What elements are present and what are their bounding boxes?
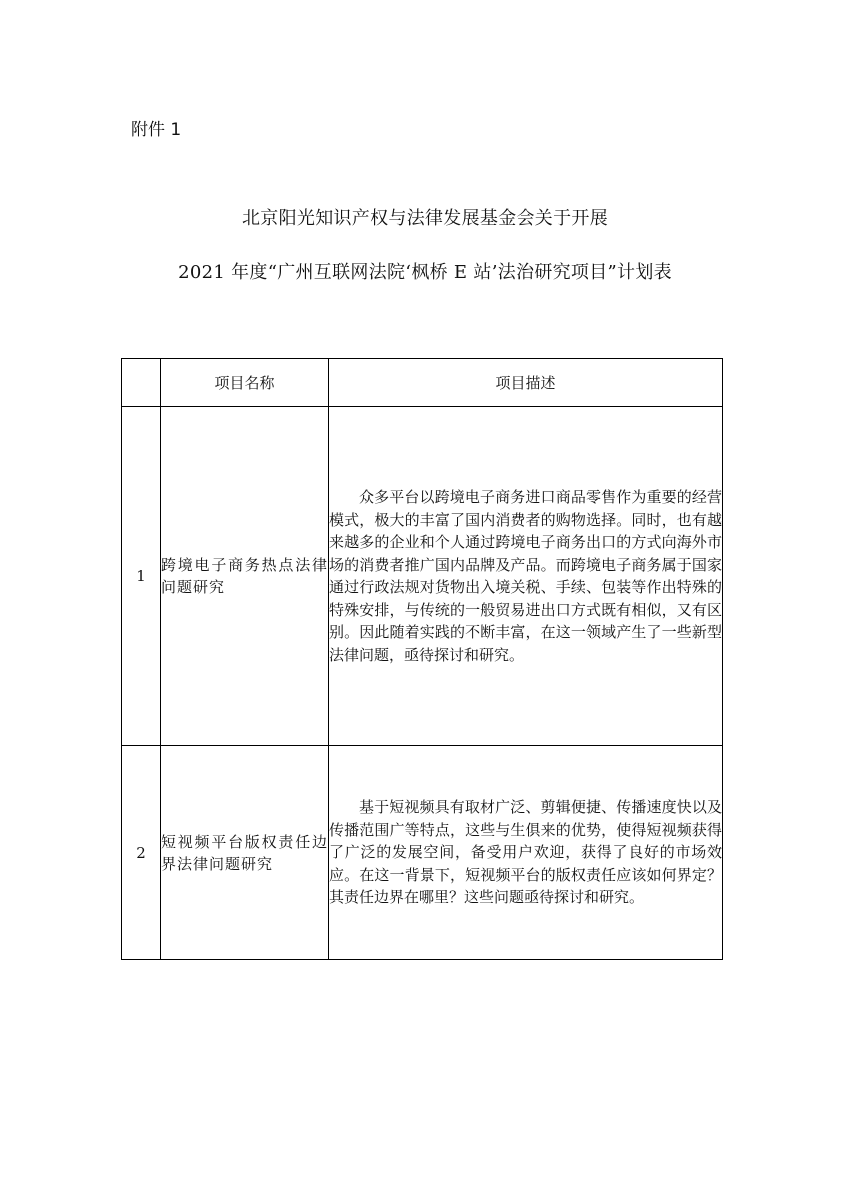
project-plan-table	[121, 358, 723, 960]
project-name: 短视频平台版权责任边界法律问题研究	[161, 746, 329, 960]
document-title-line1: 北京阳光知识产权与法律发展基金会关于开展	[242, 208, 608, 229]
row-number: 2	[122, 746, 161, 960]
attachment-label: 附件 1	[131, 120, 182, 140]
header-index	[122, 359, 161, 407]
table-header-row	[122, 359, 723, 407]
header-project-name: 项目名称	[161, 359, 329, 407]
project-name: 跨境电子商务热点法律问题研究	[161, 407, 329, 746]
row-number: 1	[122, 407, 161, 746]
project-description: 基于短视频具有取材广泛、剪辑便捷、传播速度快以及传播范围广等特点，这些与生俱来的优势，使得短视频获得了广泛的发展空间，备受用户欢迎，获得了良好的市场效应。在这一背景下，短视频平台的版权责任应该如何界定？其责任边界在哪里？这些问题亟待探讨和研究。	[329, 746, 723, 960]
project-description: 众多平台以跨境电子商务进口商品零售作为重要的经营模式，极大的丰富了国内消费者的购物选择。同时，也有越来越多的企业和个人通过跨境电子商务出口的方式向海外市场的消费者推广国内品牌及产品。而跨境电子商务属于国家通过行政法规对货物出入境关税、手续、包装等作出特殊的特殊安排，与传统的一般贸易进出口方式既有相似，又有区别。因此随着实践的不断丰富，在这一领域产生了一些新型法律问题，亟待探讨和研究。	[329, 407, 723, 746]
table-row	[122, 746, 723, 960]
table-row	[122, 407, 723, 746]
document-title-line2: 2021 年度“广州互联网法院‘枫桥 E 站’法治研究项目”计划表	[178, 262, 672, 283]
header-project-description: 项目描述	[329, 359, 723, 407]
